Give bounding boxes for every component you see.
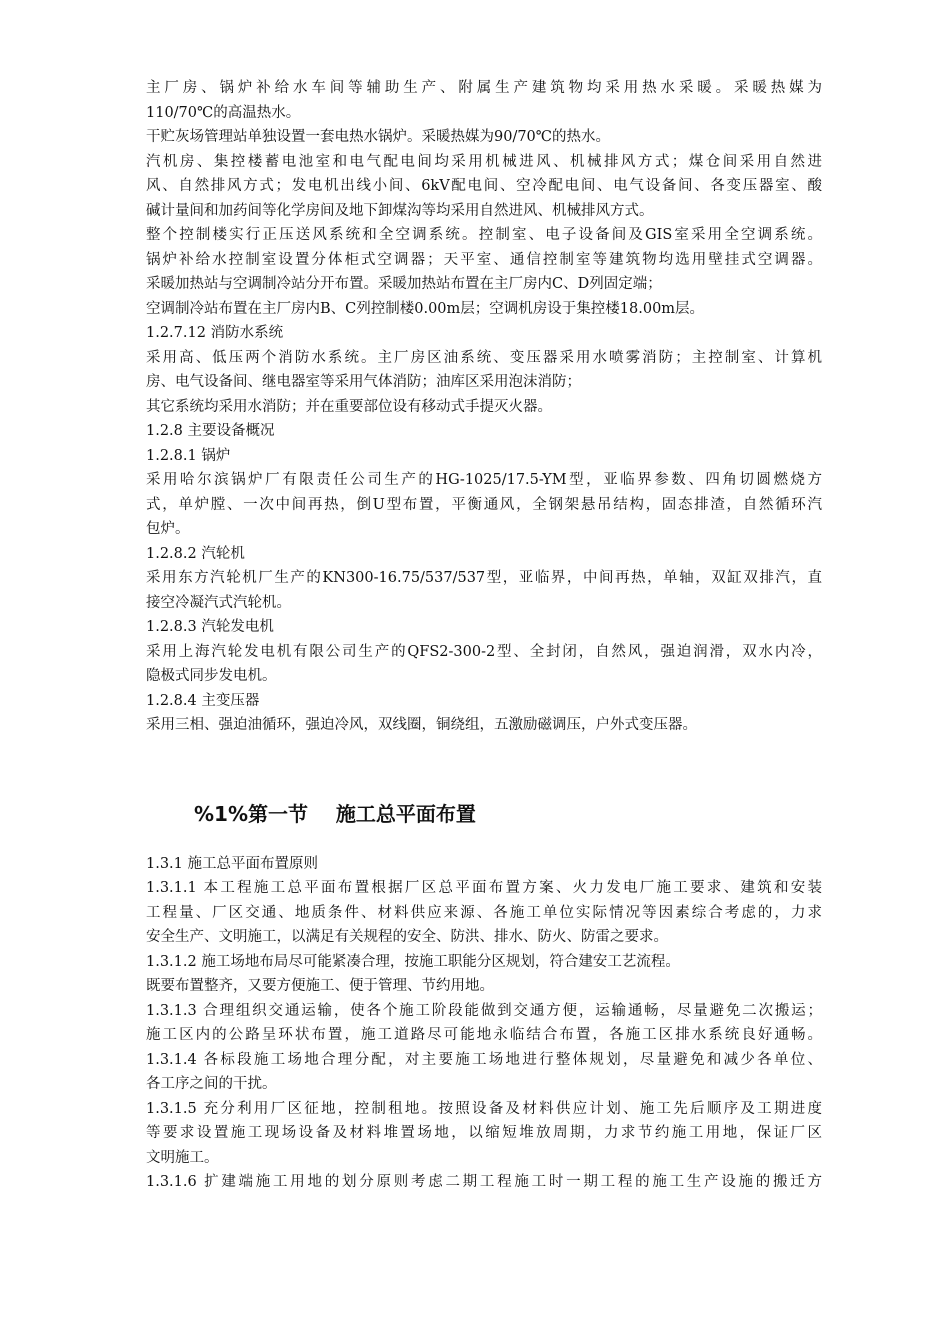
text-line: 房、电气设备间、继电器室等采用气体消防；油库区采用泡沫消防；: [146, 374, 581, 390]
text-line: 采暖加热站与空调制冷站分开布置。采暖加热站布置在主厂房内C、D列固定端；: [146, 276, 662, 292]
text-line: 采用哈尔滨锅炉厂有限责任公司生产的HG-1025/17.5-YM型，亚临界参数、四角切圆燃烧方: [146, 472, 822, 488]
text-line: 采用东方汽轮机厂生产的KN300-16.75/537/537型，亚临界，中间再热，单轴，双缸双排汽，直: [146, 570, 822, 586]
text-line: 采用三相、强迫油循环，强迫冷风，双线圈，铜绕组，五激励磁调压，户外式变压器。: [146, 717, 697, 733]
text-line: 110/70℃的高温热水。: [146, 104, 301, 121]
text-line: 汽机房、集控楼蓄电池室和电气配电间均采用机械进风、机械排风方式；煤仓间采用自然进: [146, 153, 822, 170]
text-line: 1.3.1.3 合理组织交通运输，使各个施工阶段能做到交通方便，运输通畅，尽量避免二次搬运；: [146, 1002, 822, 1019]
section-construction-layout: [146, 852, 822, 1195]
text-line: 安全生产、文明施工，以满足有关规程的安全、防洪、排水、防火、防雷之要求。: [146, 929, 668, 945]
text-line: 碱计量间和加药间等化学房间及地下卸煤沟等均采用自然进风、机械排风方式。: [146, 202, 654, 219]
text-line: 整个控制楼实行正压送风系统和全空调系统。控制室、电子设备间及GIS室采用全空调系统。: [146, 227, 822, 243]
text-line: 采用高、低压两个消防水系统。主厂房区油系统、变压器采用水喷雾消防；主控制室、计算机: [146, 349, 822, 366]
text-line: 主厂房、锅炉补给水车间等辅助生产、附属生产建筑物均采用热水采暖。采暖热媒为: [146, 80, 822, 96]
text-line: 文明施工。: [146, 1149, 219, 1166]
text-line: 1.3.1.4 各标段施工场地合理分配，对主要施工场地进行整体规划，尽量避免和减少各单位、: [146, 1051, 822, 1068]
text-line: 工程量、厂区交通、地质条件、材料供应来源、各施工单位实际情况等因素综合考虑的，力求: [146, 904, 822, 921]
text-line: 等要求设置施工现场设备及材料堆置场地，以缩短堆放周期，力求节约施工用地，保证厂区: [146, 1125, 822, 1141]
text-line: 1.2.7.12 消防水系统: [146, 325, 284, 341]
text-line: 既要布置整齐，又要方便施工、便于管理、节约用地。: [146, 978, 494, 994]
section-heading: %1%第一节 施工总平面布置: [194, 801, 476, 826]
text-line: 1.3.1 施工总平面布置原则: [146, 855, 319, 872]
text-line: 干贮灰场管理站单独设置一套电热水锅炉。采暖热媒为90/70℃的热水。: [146, 129, 611, 145]
text-line: 1.2.8 主要设备概况: [146, 423, 275, 439]
text-line: 锅炉补给水控制室设置分体柜式空调器；天平室、通信控制室等建筑物均选用壁挂式空调器。: [146, 251, 822, 268]
text-line: 1.2.8.1 锅炉: [146, 447, 231, 464]
spacer: [146, 844, 822, 852]
text-line: 1.3.1.6 扩建端施工用地的划分原则考虑二期工程施工时一期工程的施工生产设施的搬迁方: [146, 1174, 822, 1190]
spacer: [146, 738, 822, 784]
text-line: 1.3.1.5 充分利用厂区征地，控制租地。按照设备及材料供应计划、施工先后顺序及工期进度: [146, 1100, 822, 1117]
text-line: 各工序之间的干扰。: [146, 1076, 277, 1092]
text-line: 隐极式同步发电机。: [146, 668, 277, 684]
text-line: 空调制冷站布置在主厂房内B、C列控制楼0.00m层；空调机房设于集控楼18.00m层。: [146, 300, 705, 317]
text-line: 施工区内的公路呈环状布置，施工道路尽可能地永临结合布置，各施工区排水系统良好通畅。: [146, 1027, 822, 1043]
section-hvac-fire-equipment: [146, 76, 822, 738]
text-line: 1.2.8.4 主变压器: [146, 692, 260, 709]
text-line: 1.2.8.2 汽轮机: [146, 545, 245, 562]
text-line: 1.3.1.1 本工程施工总平面布置根据厂区总平面布置方案、火力发电厂施工要求、建筑和安装: [146, 880, 822, 896]
text-line: 风、自然排风方式；发电机出线小间、6kV配电间、空冷配电间、电气设备间、各变压器室、酸: [146, 178, 822, 194]
text-line: 1.3.1.2 施工场地布局尽可能紧凑合理，按施工职能分区规划，符合建安工艺流程。: [146, 953, 680, 970]
text-line: 1.2.8.3 汽轮发电机: [146, 619, 274, 635]
text-line: 采用上海汽轮发电机有限公司生产的QFS2-300-2型、全封闭，自然风，强迫润滑，双水内冷，: [146, 643, 822, 660]
text-line: 接空冷凝汽式汽轮机。: [146, 594, 291, 611]
text-line: 包炉。: [146, 521, 190, 537]
document-page: [146, 76, 822, 1195]
text-line: 式，单炉膛、一次中间再热，倒U型布置，平衡通风，全钢架悬吊结构，固态排渣，自然循环汽: [146, 496, 822, 513]
text-line: 其它系统均采用水消防；并在重要部位设有移动式手提灭火器。: [146, 398, 552, 415]
